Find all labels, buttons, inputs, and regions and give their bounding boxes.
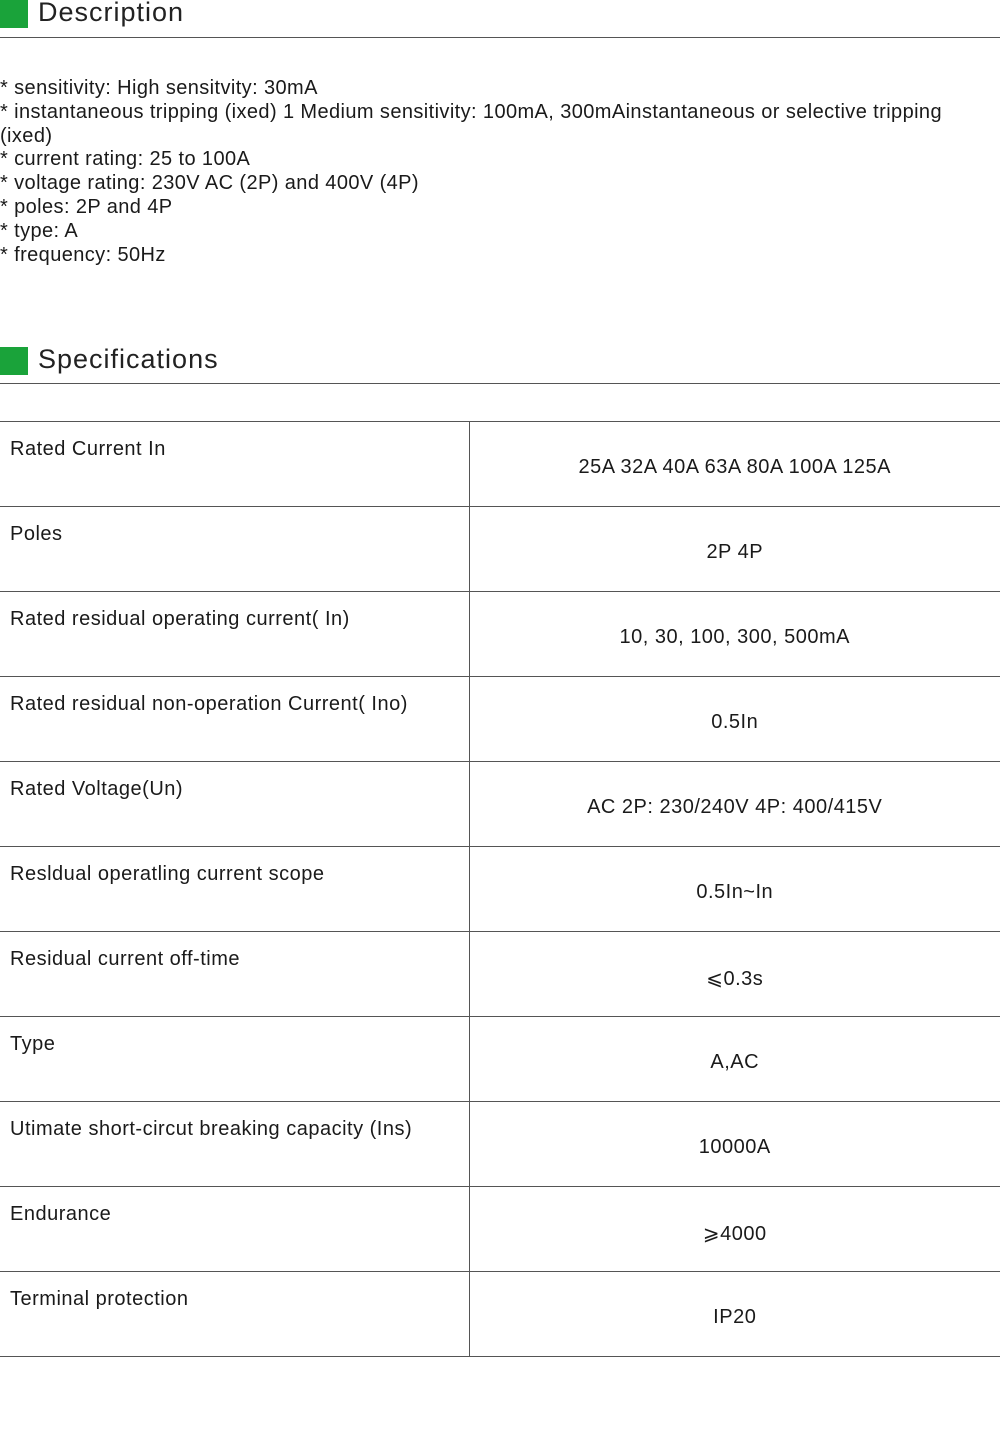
spec-label: Rated Voltage(Un) <box>0 762 469 847</box>
table-row <box>0 1187 1000 1272</box>
spec-value: 0.5In~In <box>469 847 1000 932</box>
spec-label: Terminal protection <box>0 1272 469 1357</box>
spec-value: A,AC <box>469 1017 1000 1102</box>
table-row <box>0 507 1000 592</box>
description-item: * poles: 2P and 4P <box>0 195 173 218</box>
spec-label: Rated Current In <box>0 422 469 507</box>
description-item: * current rating: 25 to 100A <box>0 148 251 171</box>
table-row <box>0 762 1000 847</box>
description-item: * frequency: 50Hz <box>0 243 166 266</box>
spec-value: ⩾4000 <box>469 1187 1000 1272</box>
spec-label: Residual current off-time <box>0 932 469 1017</box>
spec-value: IP20 <box>469 1272 1000 1357</box>
table-row <box>0 677 1000 762</box>
table-row <box>0 422 1000 507</box>
table-row <box>0 847 1000 932</box>
description-item: * voltage rating: 230V AC (2P) and 400V (4P) <box>0 172 419 195</box>
table-row <box>0 1017 1000 1102</box>
specifications-table <box>0 421 1000 1357</box>
description-list <box>0 77 990 267</box>
description-item: * type: A <box>0 219 79 242</box>
spec-label: Endurance <box>0 1187 469 1272</box>
spec-value: 10, 30, 100, 300, 500mA <box>469 592 1000 677</box>
spec-label: Poles <box>0 507 469 592</box>
table-row <box>0 1272 1000 1357</box>
spec-value: 25A 32A 40A 63A 80A 100A 125A <box>469 422 1000 507</box>
description-header <box>0 0 1000 38</box>
spec-label: Utimate short-circut breaking capacity (Ins) <box>0 1102 469 1187</box>
spec-value: 2P 4P <box>469 507 1000 592</box>
specifications-header <box>0 344 1000 384</box>
green-square-icon <box>0 0 28 28</box>
table-row <box>0 932 1000 1017</box>
spec-value: ⩽0.3s <box>469 932 1000 1017</box>
table-row <box>0 592 1000 677</box>
spec-value: 10000A <box>469 1102 1000 1187</box>
specifications-title: Specifications <box>38 344 219 374</box>
description-item: * instantaneous tripping (ixed) 1 Medium sensitivity: 100mA, 300mAinstantaneous or selective tripping (ixed) <box>0 100 942 147</box>
description-item: * sensitivity: High sensitvity: 30mA <box>0 77 318 99</box>
green-square-icon <box>0 347 28 375</box>
spec-label: Rated residual non-operation Current( Ino) <box>0 677 469 762</box>
spec-label: Type <box>0 1017 469 1102</box>
spec-value: AC 2P: 230/240V 4P: 400/415V <box>469 762 1000 847</box>
spec-value: 0.5In <box>469 677 1000 762</box>
spec-label: Resldual operatling current scope <box>0 847 469 932</box>
spec-label: Rated residual operating current( In) <box>0 592 469 677</box>
table-row <box>0 1102 1000 1187</box>
description-title: Description <box>38 0 185 27</box>
